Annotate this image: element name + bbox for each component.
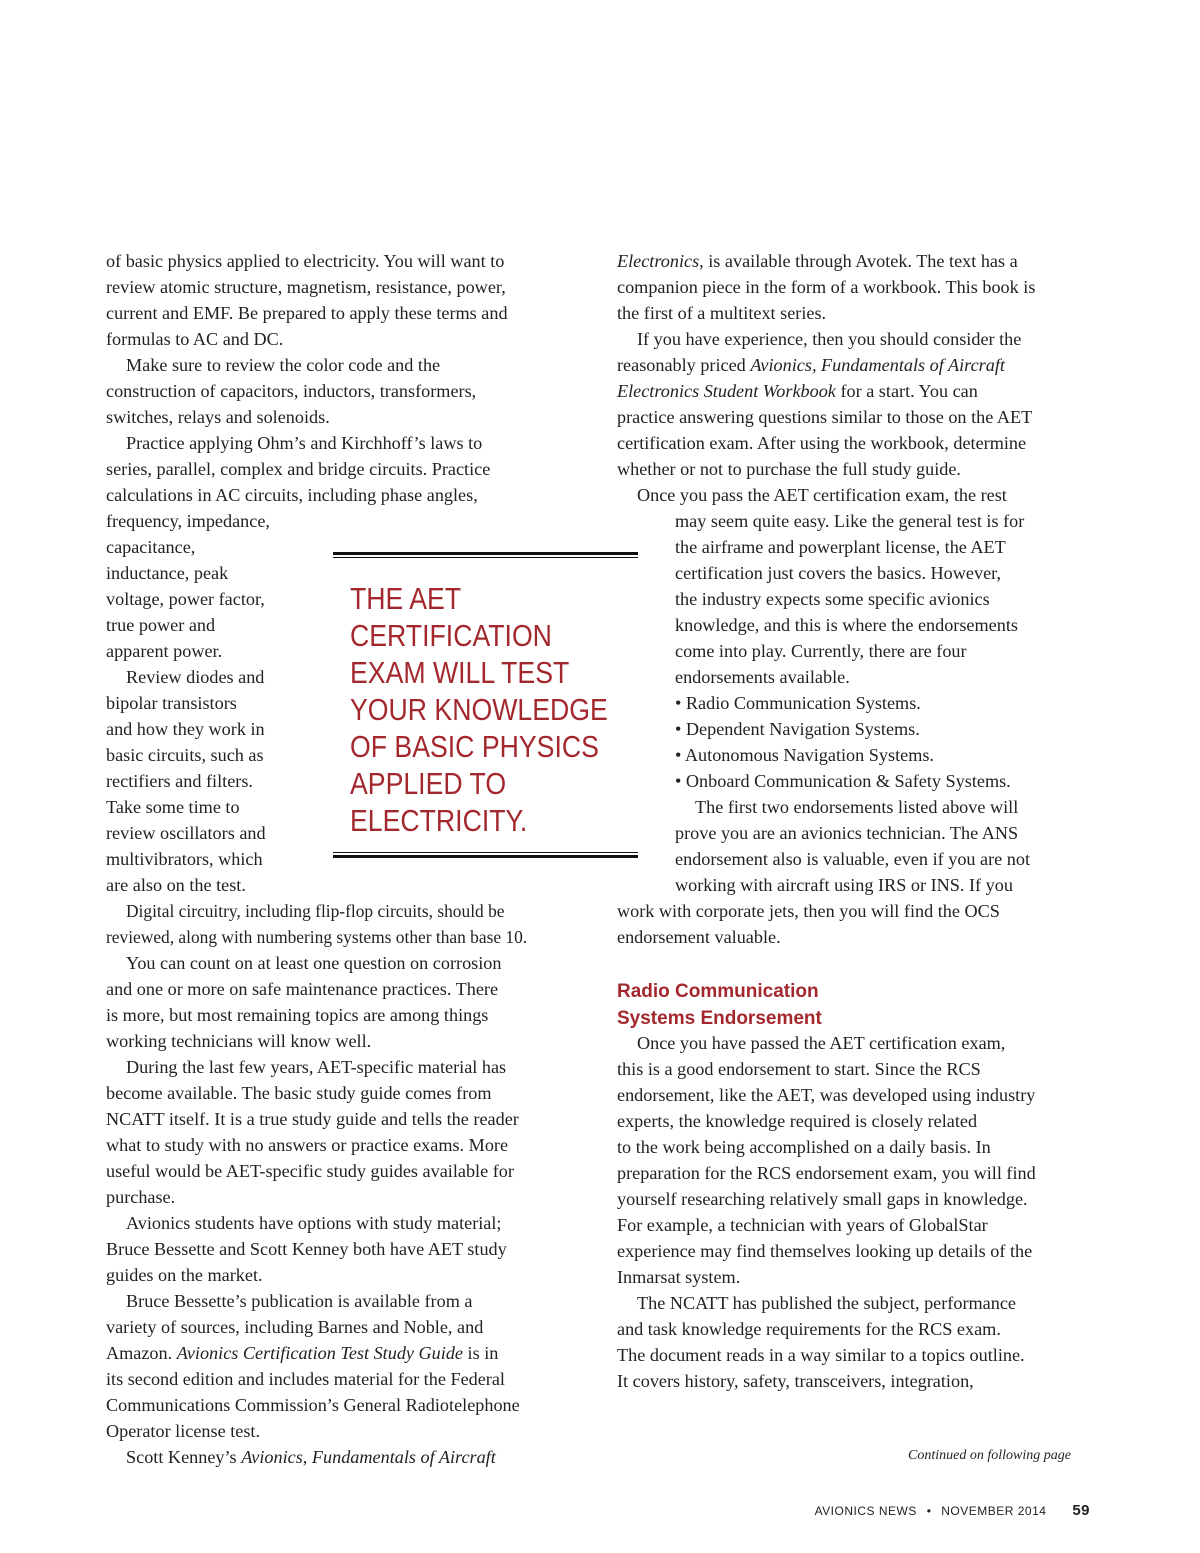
text-line: inductance, peak — [106, 563, 229, 583]
text-line: come into play. Currently, there are four — [675, 641, 967, 661]
paragraph-diodes — [106, 664, 266, 898]
text-line: Communications Commission’s General Radiotelephone — [106, 1395, 520, 1415]
page-footer — [815, 1502, 1090, 1519]
text-line: yourself researching relatively small gaps in knowledge. — [617, 1189, 1028, 1209]
text-line: construction of capacitors, inductors, transformers, — [106, 381, 477, 401]
text-line: and task knowledge requirements for the RCS exam. — [617, 1319, 1001, 1339]
issue-date: NOVEMBER 2014 — [941, 1504, 1047, 1518]
text-line: calculations in AC circuits, including phase angles, — [106, 485, 478, 505]
text-line: Practice applying Ohm’s and Kirchhoff’s laws to — [126, 433, 483, 453]
text-line: working with aircraft using IRS or INS. If you — [675, 875, 1013, 895]
text-line: knowledge, and this is where the endorsements — [675, 615, 1018, 635]
text-line: frequency, impedance, — [106, 511, 270, 531]
paragraph-corrosion — [106, 950, 501, 1054]
text-line: capacitance, — [106, 537, 196, 557]
section-heading — [617, 978, 822, 1032]
text-line: basic circuits, such as — [106, 745, 264, 765]
text-line: review atomic structure, magnetism, resistance, power, — [106, 277, 506, 297]
paragraph-bessette: Bruce Bessette’s publication is available from a variety of sources, including Barnes and Noble, and Amazon. Avionics Certification Test Study Guide is in its second edition and includes material for the Federal Communications Commission’s General Radiotelephone Operator license test. — [106, 1288, 520, 1444]
paragraph-color-code — [106, 352, 476, 430]
text-line: true power and — [106, 615, 216, 635]
text-line: companion piece in the form of a workbook. This book is — [617, 277, 1036, 297]
paragraph-first-two — [617, 794, 1030, 950]
pull-quote-text — [350, 580, 608, 839]
text-line: and one or more on safe maintenance practices. There — [106, 979, 499, 999]
text-line: • Autonomous Navigation Systems. — [675, 745, 934, 765]
paragraph-study-options — [106, 1210, 507, 1288]
text-line: Make sure to review the color code and the — [126, 355, 441, 375]
text-line: OF BASIC PHYSICS — [350, 729, 599, 764]
text-line: may seem quite easy. Like the general test is for — [675, 511, 1025, 531]
text-line: Take some time to — [106, 797, 240, 817]
text-line: experience may find themselves looking up details of the — [617, 1241, 1033, 1261]
text-line: endorsement valuable. — [617, 927, 781, 947]
text-line: formulas to AC and DC. — [106, 329, 284, 349]
text-line: practice answering questions similar to those on the AET — [617, 407, 1033, 427]
text-line: variety of sources, including Barnes and Noble, and — [106, 1317, 484, 1337]
text-line: and how they work in — [106, 719, 265, 739]
text-line: the industry expects some specific avionics — [675, 589, 990, 609]
text-line: its second edition and includes material for the Federal — [106, 1369, 505, 1389]
text-line: of basic physics applied to electricity. You will want to — [106, 251, 505, 271]
text-line: guides on the market. — [106, 1265, 263, 1285]
text-line: what to study with no answers or practice exams. More — [106, 1135, 509, 1155]
endorsement-list — [675, 690, 1011, 794]
paragraph-physics — [106, 248, 508, 352]
page-number: 59 — [1072, 1502, 1090, 1519]
text-line: Avionics students have options with study material; — [126, 1213, 502, 1233]
text-line: NCATT itself. It is a true study guide and tells the reader — [106, 1109, 519, 1129]
paragraph-kenney-cont: Electronics, is available through Avotek. The text has a companion piece in the form of a workbook. This book is the first of a multitext series. — [617, 248, 1035, 326]
text-line: Radio Communication — [617, 981, 819, 1002]
paragraph-aet-material — [106, 1054, 519, 1210]
text-line: this is a good endorsement to start. Since the RCS — [617, 1059, 981, 1079]
text-line: It covers history, safety, transceivers, integration, — [617, 1371, 974, 1391]
text-line: rectifiers and filters. — [106, 771, 253, 791]
text-line: CERTIFICATION — [350, 618, 552, 653]
text-line: For example, a technician with years of GlobalStar — [617, 1215, 988, 1235]
text-line: purchase. — [106, 1187, 176, 1207]
text-line: The first two endorsements listed above will — [695, 797, 1019, 817]
text-line: working technicians will know well. — [106, 1031, 372, 1051]
text-line: • Radio Communication Systems. — [675, 693, 921, 713]
text-line: APPLIED TO — [350, 766, 507, 801]
text-line: Inmarsat system. — [617, 1267, 741, 1287]
text-line: is more, but most remaining topics are among things — [106, 1005, 489, 1025]
text-line: Review diodes and — [126, 667, 265, 687]
text-line: Systems Endorsement — [617, 1008, 822, 1029]
text-line: ELECTRICITY. — [350, 803, 528, 838]
text-line: The NCATT has published the subject, performance — [637, 1293, 1016, 1313]
paragraph-kenney: Scott Kenney’s Avionics, Fundamentals of Aircraft — [126, 1447, 496, 1467]
text-line: Once you have passed the AET certification exam, — [637, 1033, 1006, 1053]
publication-name: AVIONICS NEWS — [814, 1504, 917, 1518]
continued-note: Continued on following page — [908, 1448, 1071, 1463]
text-line: Bruce Bessette’s publication is available from a — [126, 1291, 473, 1311]
text-line: whether or not to purchase the full study guide. — [617, 459, 961, 479]
text-line: Digital circuitry, including flip-flop circuits, should be — [126, 901, 505, 921]
text-line: THE AET — [350, 581, 462, 616]
text-line: You can count on at least one question on corrosion — [126, 953, 502, 973]
text-line: are also on the test. — [106, 875, 246, 895]
text-line: useful would be AET-specific study guides available for — [106, 1161, 514, 1181]
text-line: • Dependent Navigation Systems. — [675, 719, 920, 739]
text-line: bipolar transistors — [106, 693, 237, 713]
text-line: certification exam. After using the workbook, determine — [617, 433, 1027, 453]
text-line: endorsement, like the AET, was developed using industry — [617, 1085, 1036, 1105]
text-line: experts, the knowledge required is closely related — [617, 1111, 978, 1131]
text-line: become available. The basic study guide comes from — [106, 1083, 492, 1103]
text-line: YOUR KNOWLEDGE — [350, 692, 608, 727]
text-line: work with corporate jets, then you will find the OCS — [617, 901, 1000, 921]
text-line: multivibrators, which — [106, 849, 263, 869]
text-line: to the work being accomplished on a daily basis. In — [617, 1137, 991, 1157]
text-line: The document reads in a way similar to a topics outline. — [617, 1345, 1025, 1365]
footer-bullet: • — [926, 1504, 932, 1518]
text-line: current and EMF. Be prepared to apply these terms and — [106, 303, 508, 323]
text-line: voltage, power factor, — [106, 589, 265, 609]
text-line: preparation for the RCS endorsement exam, you will find — [617, 1163, 1036, 1183]
text-line: switches, relays and solenoids. — [106, 407, 330, 427]
pull-quote-bottom-rule — [333, 852, 638, 858]
text-line: series, parallel, complex and bridge circuits. Practice — [106, 459, 491, 479]
paragraph-digital — [106, 898, 527, 950]
paragraph-rcs-start — [617, 1030, 1036, 1290]
text-line: During the last few years, AET-specific material has — [126, 1057, 507, 1077]
text-line: Bruce Bessette and Scott Kenney both have AET study — [106, 1239, 507, 1259]
paragraph-endorsements: Once you pass the AET certification exam, the rest may seem quite easy. Like the general test is for the airframe and powerplant license, the AET certification just covers the basics. However, the industry expects some specific avionics knowledge, and this is where the endorsements come into play. Currently, there are four endorsements available. — [617, 482, 1024, 690]
text-line: Operator license test. — [106, 1421, 261, 1441]
paragraph-experience: If you have experience, then you should consider the reasonably priced Avionics, Fundamentals of Aircraft Electronics Student Workbook for a start. You can practice answering questions similar to those on the AET certification exam. After using the workbook, determine whether or not to purchase the full study guide. — [617, 326, 1032, 482]
text-line: the first of a multitext series. — [617, 303, 827, 323]
pull-quote-top-rule — [333, 552, 638, 558]
text-line: apparent power. — [106, 641, 223, 661]
text-line: • Onboard Communication & Safety Systems. — [675, 771, 1011, 791]
text-line: endorsements available. — [675, 667, 850, 687]
text-line: prove you are an avionics technician. The ANS — [675, 823, 1019, 843]
paragraph-ncatt — [617, 1290, 1025, 1394]
text-line: review oscillators and — [106, 823, 266, 843]
text-line: certification just covers the basics. However, — [675, 563, 1002, 583]
text-line: reviewed, along with numbering systems other than base 10. — [106, 927, 528, 947]
text-line: EXAM WILL TEST — [350, 655, 570, 690]
text-line: the airframe and powerplant license, the AET — [675, 537, 1006, 557]
text-line: endorsement also is valuable, even if you are not — [675, 849, 1031, 869]
